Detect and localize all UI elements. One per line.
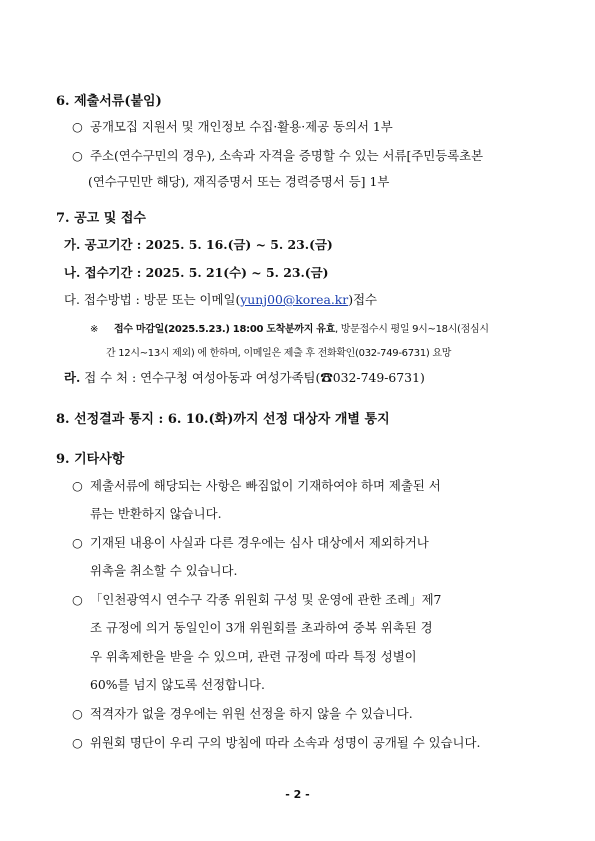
s6-bullet-2 bbox=[72, 148, 483, 164]
page-number: - 2 - bbox=[285, 788, 310, 801]
email-link[interactable]: yunj00@korea.kr bbox=[240, 292, 349, 307]
s6-bullet-1-text: 공개모집 지원서 및 개인정보 수집·활용·제공 동의서 1부 bbox=[90, 119, 393, 134]
s9-bullet-1-text-a: 제출서류에 해당되는 사항은 빠짐없이 기재하여야 하며 제출된 서 bbox=[90, 478, 441, 493]
s7-item-d-text: 접 수 처 : 연수구청 여성아동과 여성가족팀(☎032-749-6731) bbox=[80, 370, 425, 385]
note-mark: ※ bbox=[90, 324, 99, 335]
bullet-icon: ○ bbox=[72, 119, 83, 134]
s9-bullet-3-cont-2: 우 위촉제한을 받을 수 있으며, 관련 규정에 따라 특정 성별이 bbox=[90, 649, 417, 664]
section-6-title: 6. 제출서류(붙임) bbox=[56, 94, 162, 109]
s7-item-c-pre: 다. 접수방법 : 방문 또는 이메일( bbox=[64, 292, 241, 307]
bullet-icon: ○ bbox=[72, 148, 83, 163]
s7-item-d bbox=[64, 370, 425, 386]
section-7-title: 7. 공고 및 접수 bbox=[56, 211, 146, 226]
section-9-title: 9. 기타사항 bbox=[56, 452, 125, 467]
s9-bullet-5 bbox=[72, 735, 480, 751]
s7-item-d-label: 라. bbox=[64, 370, 81, 385]
bullet-icon: ○ bbox=[72, 592, 83, 607]
bullet-icon: ○ bbox=[72, 706, 83, 721]
note-rest: , 방문접수시 평일 9시~18시(점심시 bbox=[335, 324, 489, 335]
s9-bullet-4-text: 적격자가 없을 경우에는 위원 선정을 하지 않을 수 있습니다. bbox=[90, 706, 413, 721]
bullet-icon: ○ bbox=[72, 478, 83, 493]
s7-item-b: 나. 접수기간 : 2025. 5. 21(수) ~ 5. 23.(금) bbox=[64, 265, 329, 280]
s7-note-line-1 bbox=[90, 320, 489, 335]
s7-item-c-post: )접수 bbox=[348, 292, 378, 307]
s9-bullet-2 bbox=[72, 535, 429, 551]
s7-item-c bbox=[64, 292, 377, 308]
s9-bullet-5-text: 위원회 명단이 우리 구의 방침에 따라 소속과 성명이 공개될 수 있습니다. bbox=[90, 735, 481, 750]
s6-bullet-1 bbox=[72, 119, 393, 135]
section-8-title: 8. 선정결과 통지 : 6. 10.(화)까지 선정 대상자 개별 통지 bbox=[56, 412, 390, 427]
s9-bullet-2-text-a: 기재된 내용이 사실과 다른 경우에는 심사 대상에서 제외하거나 bbox=[90, 535, 429, 550]
s6-bullet-2-text-a: 주소(연수구민의 경우), 소속과 자격을 증명할 수 있는 서류[주민등록초본 bbox=[90, 148, 484, 163]
s6-bullet-2-cont: (연수구민만 해당), 재직증명서 또는 경력증명서 등] 1부 bbox=[88, 174, 390, 189]
s9-bullet-3-cont-1: 조 규정에 의거 동일인이 3개 위원회를 초과하여 중복 위촉된 경 bbox=[90, 620, 433, 635]
s9-bullet-1-cont: 류는 반환하지 않습니다. bbox=[90, 506, 222, 521]
s9-bullet-1 bbox=[72, 478, 441, 494]
bullet-icon: ○ bbox=[72, 535, 83, 550]
note-deadline: 접수 마감일(2025.5.23.) 18:00 도착분까지 유효 bbox=[114, 324, 336, 335]
s9-bullet-3-cont-3: 60%를 넘지 않도록 선정합니다. bbox=[90, 677, 265, 692]
s9-bullet-3-text-a: 「인천광역시 연수구 각종 위원회 구성 및 운영에 관한 조례」제7 bbox=[90, 592, 442, 607]
bullet-icon: ○ bbox=[72, 735, 83, 750]
s9-bullet-4 bbox=[72, 706, 413, 722]
s7-note-line-2: 간 12시~13시 제외) 에 한하며, 이메일은 제출 후 전화확인(032-749-6731) 요망 bbox=[106, 348, 452, 359]
s9-bullet-2-cont: 위촉을 취소할 수 있습니다. bbox=[90, 563, 238, 578]
s7-item-a: 가. 공고기간 : 2025. 5. 16.(금) ~ 5. 23.(금) bbox=[64, 237, 333, 252]
s9-bullet-3 bbox=[72, 592, 441, 608]
